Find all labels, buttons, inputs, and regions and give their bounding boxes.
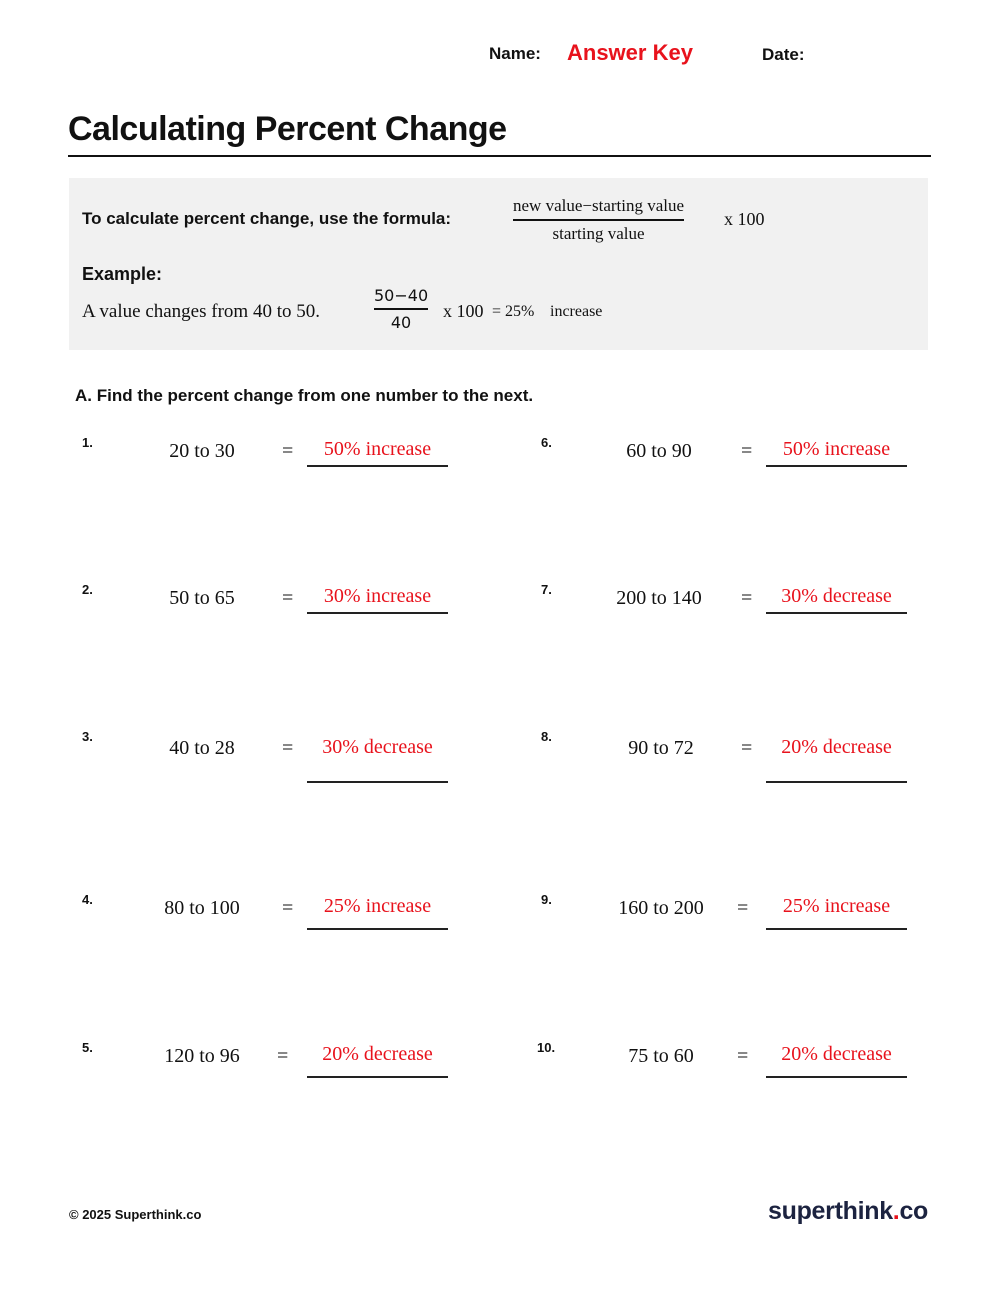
fraction-bar	[374, 308, 428, 310]
answer-line	[766, 612, 907, 614]
problem-expression: 120 to 96	[164, 1045, 240, 1067]
problem-expression: 20 to 30	[169, 440, 235, 462]
equals-sign: =	[737, 897, 749, 919]
answer-text: 20% decrease	[781, 1043, 892, 1065]
answer-text: 20% decrease	[781, 736, 892, 758]
problem-number: 10.	[537, 1040, 556, 1055]
problem-3	[82, 729, 522, 779]
formula-fraction	[513, 196, 684, 244]
example-result: = 25%	[492, 303, 535, 320]
example-label: Example:	[82, 264, 163, 284]
example-denominator: 40	[390, 312, 412, 332]
problem-expression: 50 to 65	[169, 587, 235, 609]
example-result-word: increase	[550, 303, 603, 320]
equals-sign: =	[741, 587, 753, 609]
problem-expression: 160 to 200	[618, 897, 704, 919]
problem-expression: 75 to 60	[628, 1045, 694, 1067]
name-label: Name:	[489, 44, 541, 63]
answer-text: 20% decrease	[322, 1043, 433, 1065]
equals-sign: =	[737, 1045, 749, 1067]
problem-7	[541, 582, 981, 632]
answer-text: 25% increase	[323, 895, 432, 917]
problem-number: 5.	[82, 1040, 93, 1055]
problem-number: 1.	[82, 435, 93, 450]
example-numerator: 50−40	[374, 286, 429, 305]
answer-text: 50% increase	[782, 438, 891, 460]
equals-sign: =	[282, 737, 294, 759]
answer-line	[307, 612, 448, 614]
answer-text: 30% increase	[323, 585, 432, 607]
answer-text: 25% increase	[782, 895, 891, 917]
logo-tld: co	[899, 1197, 929, 1225]
page-title: Calculating Percent Change	[68, 110, 507, 148]
problem-5	[82, 1040, 522, 1090]
problem-4	[82, 892, 522, 942]
answer-text: 50% increase	[323, 438, 432, 460]
equals-sign: =	[282, 897, 294, 919]
logo-main: superthink	[768, 1197, 893, 1225]
answer-text: 30% decrease	[781, 585, 892, 607]
problem-number: 6.	[541, 435, 552, 450]
problem-expression: 80 to 100	[164, 897, 240, 919]
problem-expression: 60 to 90	[626, 440, 692, 462]
answer-line	[307, 781, 448, 783]
problem-2	[82, 582, 522, 632]
fraction-bar	[513, 219, 684, 221]
answer-line	[766, 928, 907, 930]
date-label: Date:	[762, 45, 805, 64]
problem-expression: 90 to 72	[628, 737, 694, 759]
problem-6	[541, 435, 981, 485]
answer-text: 30% decrease	[322, 736, 433, 758]
equals-sign: =	[277, 1045, 289, 1067]
problem-9	[541, 892, 981, 942]
problem-number: 8.	[541, 729, 552, 744]
title-divider	[68, 155, 931, 157]
problem-number: 2.	[82, 582, 93, 597]
problem-1	[82, 435, 522, 485]
example-text: A value changes from 40 to 50.	[82, 301, 320, 322]
answer-line	[766, 1076, 907, 1078]
answer-line	[766, 465, 907, 467]
formula-multiplier: x 100	[724, 209, 765, 229]
equals-sign: =	[282, 440, 294, 462]
problem-number: 4.	[82, 892, 93, 907]
equals-sign: =	[741, 737, 753, 759]
formula-denominator: starting value	[552, 223, 645, 243]
answer-line	[307, 1076, 448, 1078]
brand-logo	[768, 1197, 928, 1226]
logo-dot: .	[892, 1197, 900, 1225]
example-fraction	[374, 286, 428, 332]
formula-numerator: new value−starting value	[513, 196, 685, 215]
problem-expression: 200 to 140	[616, 587, 702, 609]
formula-box	[69, 178, 928, 350]
section-title: A. Find the percent change from one number to the next.	[75, 386, 534, 405]
name-value: Answer Key	[567, 40, 693, 65]
equals-sign: =	[282, 587, 294, 609]
formula-intro: To calculate percent change, use the formula:	[82, 209, 452, 228]
problem-8	[541, 729, 981, 779]
problem-expression: 40 to 28	[169, 737, 235, 759]
answer-line	[766, 781, 907, 783]
copyright: © 2025 Superthink.co	[69, 1207, 202, 1222]
equals-sign: =	[741, 440, 753, 462]
answer-line	[307, 928, 448, 930]
problem-10	[537, 1040, 977, 1090]
problem-number: 3.	[82, 729, 93, 744]
example-multiplier: x 100	[443, 301, 484, 321]
problem-number: 9.	[541, 892, 552, 907]
answer-line	[307, 465, 448, 467]
problem-number: 7.	[541, 582, 552, 597]
